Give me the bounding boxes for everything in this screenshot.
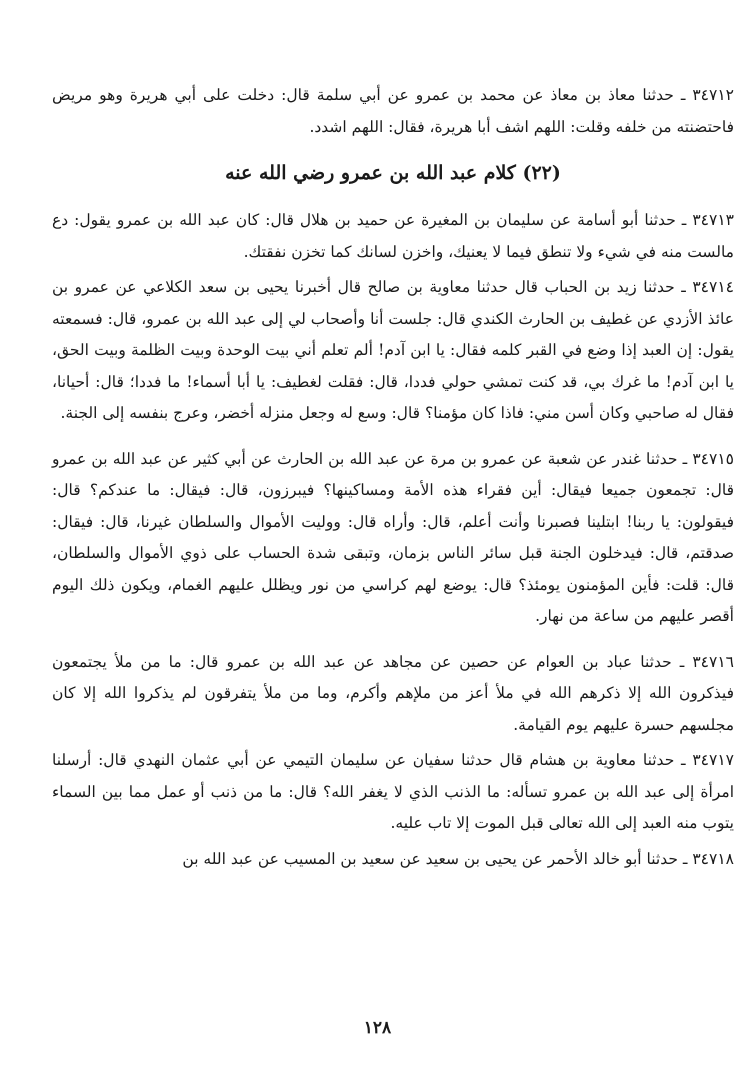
- hadith-34715: ٣٤٧١٥ ـ حدثنا غندر عن شعبة عن عمرو بن مرة عن عبد الله بن الحارث عن أبي كثير عن عبد الله بن عمرو قال: تجمعون جميعا فيقال: أين فقراء هذه الأمة ومساكينها؟ فيبرزون، قال: فيقال: ما عندكم؟ قال: فيقولون: يا ربنا! ابتلينا فصبرنا وأنت أعلم، قال: وأراه قال: ووليت الأموال والسلطان غيرنا، قال: فيقال: صدقتم، قال: فيدخلون الجنة قبل سائر الناس بزمان، وتبقى شدة الحساب على ذوي الأموال والسلطان، قال: قلت: فأين المؤمنون يومئذ؟ قال: يوضع لهم كراسي من نور ويظلل عليهم الغمام، ويكون ذلك اليوم أقصر عليهم من ساعة من نهار.: [52, 449, 734, 625]
- hadith-34713: ٣٤٧١٣ ـ حدثنا أبو أسامة عن سليمان بن المغيرة عن حميد بن هلال قال: كان عبد الله بن عمرو يقول: دع مالست منه في شيء ولا تنطق فيما لا يعنيك، واخزن لسانك كما تخزن نفقتك.: [52, 211, 734, 261]
- hadith-34714: ٣٤٧١٤ ـ حدثنا زيد بن الحباب قال حدثنا معاوية بن صالح قال أخبرنا يحيى بن سعد الكلاعي عن عمرو بن عائذ الأزدي عن غطيف بن الحارث الكندي قال: جلست أنا وأصحاب لي إلى عبد الله بن عمرو، قال: فسمعته يقول: إن العبد إذا وضع في القبر كلمه فقال: يا ابن آدم! ألم تعلم أني بيت الوحدة وبيت الظلمة وبيت الحق، يا ابن آدم! ما غرك بي، قد كنت تمشي حولي فددا، قال: فقلت لغطيف: يا أبا أسماء! ما فددا؛ قال: أحيانا، فقال له صاحبي وكان أسن مني: فاذا كان مؤمنا؟ قال: وسع له وجعل منزله أخضر، وعرج بنفسه إلى الجنة.: [52, 278, 734, 422]
- page-body: [52, 80, 734, 875]
- hadith-34716: ٣٤٧١٦ ـ حدثنا عباد بن العوام عن حصين عن مجاهد عن عبد الله بن عمرو قال: ما من ملأ يجتمعون فيذكرون الله إلا ذكرهم الله في ملأ أعز من ملإهم وأكرم، وما من ملأ يتفرقون لم يذكروا الله إلا كان مجلسهم حسرة عليهم يوم القيامة.: [52, 652, 734, 734]
- section-heading: (٢٢) كلام عبد الله بن عمرو رضي الله عنه: [225, 162, 561, 184]
- page-number: ١٢٨: [363, 1018, 392, 1038]
- hadith-34712: ٣٤٧١٢ ـ حدثنا معاذ بن معاذ عن محمد بن عمرو عن أبي سلمة قال: دخلت على أبي هريرة وهو مريض فاحتضنته من خلفه وقلت: اللهم اشف أبا هريرة، فقال: اللهم اشدد.: [52, 86, 734, 136]
- hadith-34718: ٣٤٧١٨ ـ حدثنا أبو خالد الأحمر عن يحيى بن سعيد عن سعيد بن المسيب عن عبد الله بن: [182, 849, 734, 868]
- hadith-34717: ٣٤٧١٧ ـ حدثنا معاوية بن هشام قال حدثنا سفيان عن سليمان التيمي عن أبي عثمان النهدي قال: أرسلنا امرأة إلى عبد الله بن عمرو تسأله: ما الذنب الذي لا يغفر الله؟ قال: ما من ذنب أو عمل مما بين السماء يتوب منه العبد إلى الله تعالى قبل الموت إلا تاب عليه.: [52, 751, 734, 832]
